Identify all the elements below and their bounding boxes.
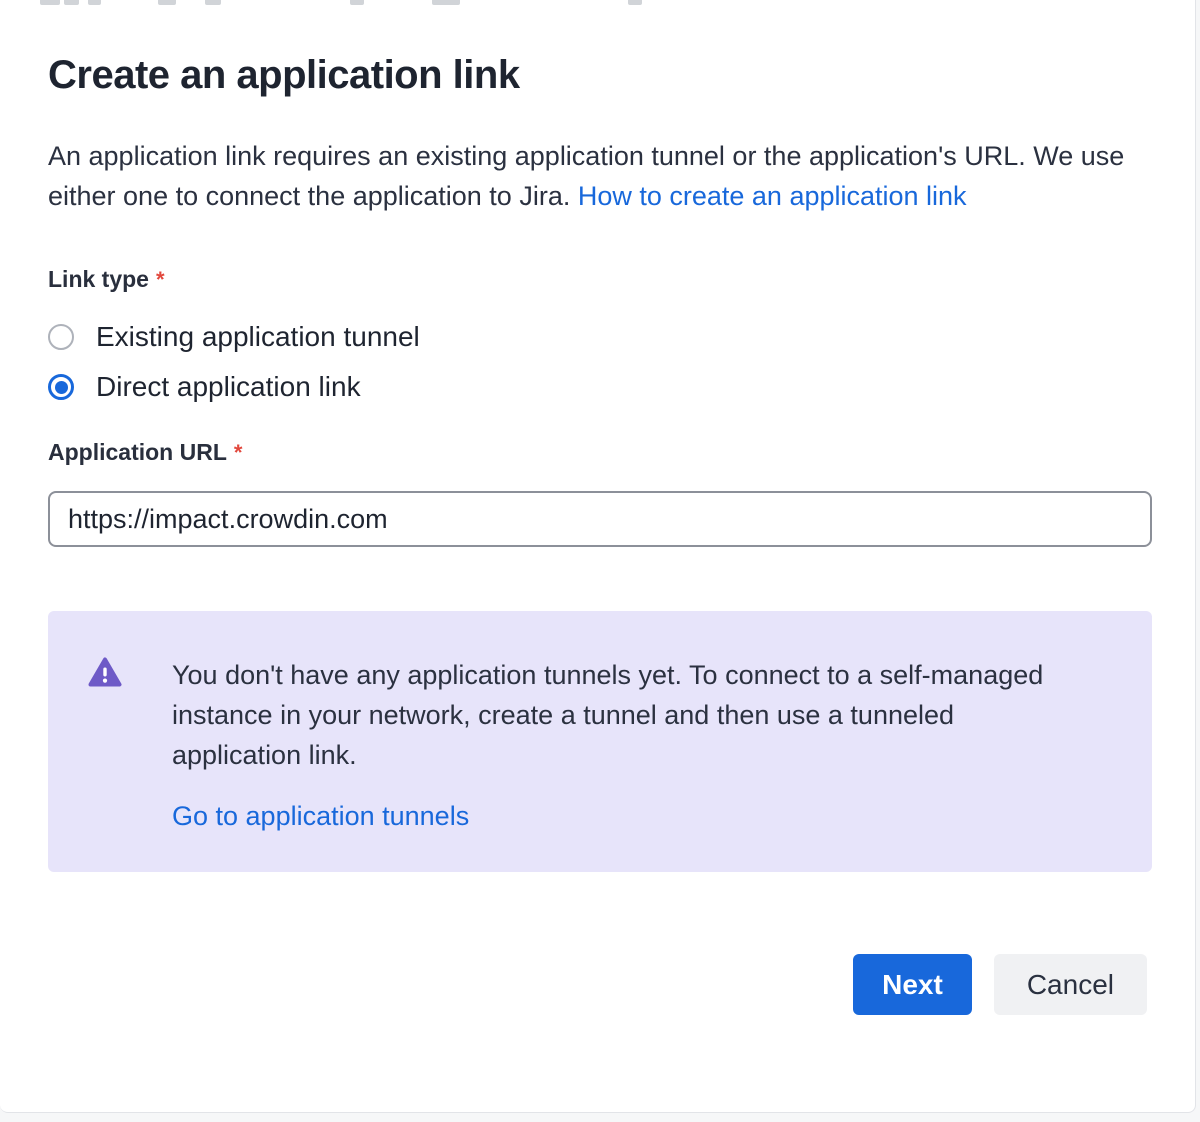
next-button[interactable]: Next: [853, 954, 972, 1015]
warning-message: You don't have any application tunnels yet. To connect to a self-managed instance in your network, create a tunnel and then use a tunneled application link.: [172, 660, 1044, 770]
radio-button-icon[interactable]: [48, 324, 74, 350]
warning-triangle-icon: [88, 655, 122, 832]
description-text: An application link requires an existing application tunnel or the application's URL. We use either one to connect the application to Jira.: [48, 141, 1125, 211]
link-type-label-text: Link type: [48, 266, 149, 292]
dialog-action-buttons: [48, 954, 1147, 1015]
link-type-radio-group: [48, 321, 1147, 403]
radio-existing-application-tunnel[interactable]: [48, 321, 1147, 353]
link-type-label: [48, 266, 1147, 293]
cropped-top-text-fragments: [0, 0, 1195, 6]
cancel-button[interactable]: Cancel: [994, 954, 1147, 1015]
application-tunnels-warning-banner: [48, 611, 1152, 872]
dialog-title: Create an application link: [48, 53, 520, 97]
application-url-label-text: Application URL: [48, 439, 227, 465]
application-url-label: [48, 439, 1147, 466]
radio-direct-application-link[interactable]: [48, 371, 1147, 403]
how-to-create-application-link[interactable]: How to create an application link: [577, 181, 967, 211]
required-asterisk: *: [233, 440, 243, 465]
dialog-description: [48, 136, 1147, 216]
required-asterisk: *: [155, 267, 165, 292]
radio-button-icon[interactable]: [48, 374, 74, 400]
go-to-application-tunnels-link[interactable]: Go to application tunnels: [172, 801, 470, 831]
application-url-input[interactable]: [48, 491, 1152, 547]
radio-label: Direct application link: [96, 371, 361, 402]
radio-label: Existing application tunnel: [96, 321, 420, 352]
